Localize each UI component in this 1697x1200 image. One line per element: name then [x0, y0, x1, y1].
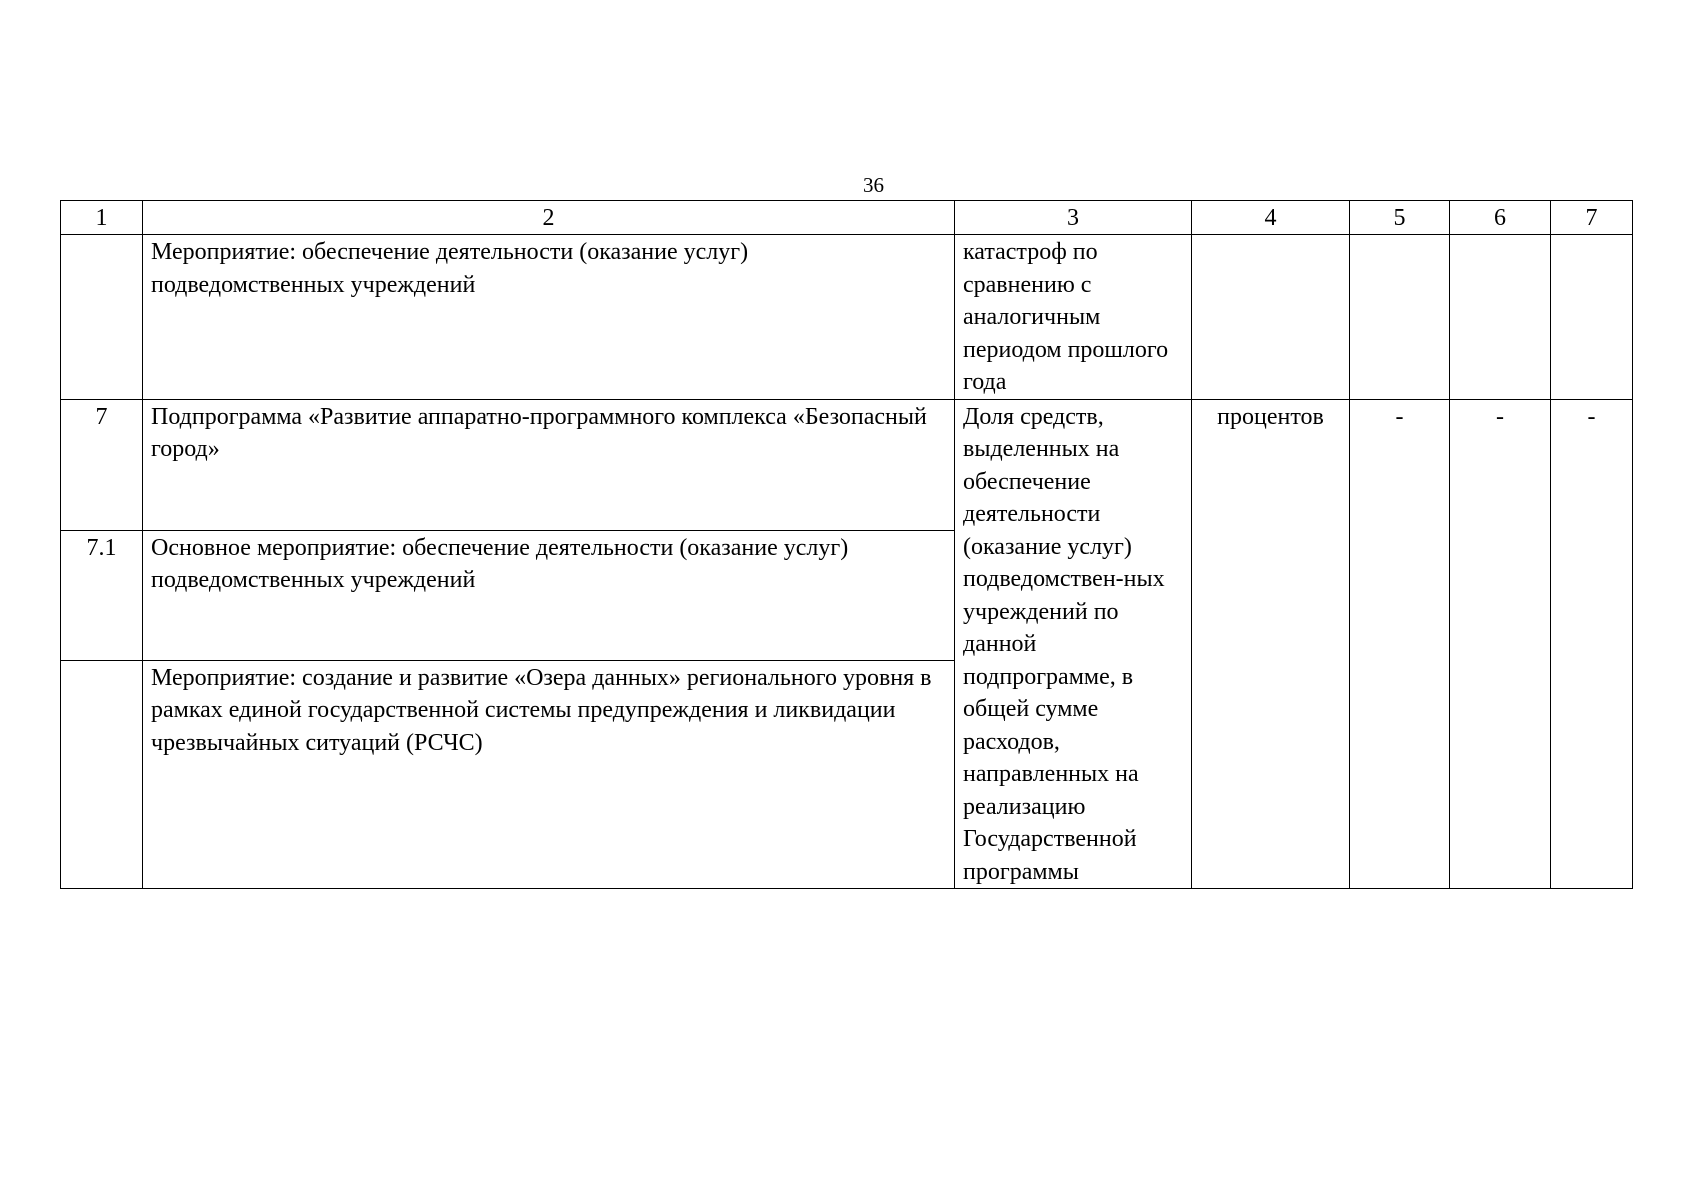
unit-cell: [1192, 235, 1350, 400]
header-cell: 4: [1192, 201, 1350, 235]
row-number-cell: [61, 660, 143, 888]
header-cell: 5: [1350, 201, 1450, 235]
row-name-cell: Мероприятие: обеспечение деятельности (оказание услуг) подведомственных учреждений: [143, 235, 955, 400]
header-cell: 7: [1551, 201, 1633, 235]
table-row: [61, 399, 1633, 530]
header-cell: 2: [143, 201, 955, 235]
row-name-cell: Подпрограмма «Развитие аппаратно-программного комплекса «Безопасный город»: [143, 399, 955, 530]
value-cell: [1551, 235, 1633, 400]
indicator-cell: Доля средств, выделенных на обеспечение деятельности (оказание услуг) подведомствен-ных учреждений по данной подпрограмме, в общей сумме расходов, направленных на реализацию Государственной программы: [955, 399, 1192, 889]
page-number: 36: [863, 173, 884, 197]
value-cell: [1450, 235, 1551, 400]
row-name-cell: Основное мероприятие: обеспечение деятельности (оказание услуг) подведомственных учреждений: [143, 530, 955, 660]
value-cell: [1350, 235, 1450, 400]
data-table: [60, 200, 1633, 889]
value-cell: -: [1450, 399, 1551, 889]
header-cell: 1: [61, 201, 143, 235]
header-cell: 3: [955, 201, 1192, 235]
row-number-cell: 7: [61, 399, 143, 530]
row-number-cell: 7.1: [61, 530, 143, 660]
row-name-cell: Мероприятие: создание и развитие «Озера данных» регионального уровня в рамках единой государственной системы предупреждения и ликвидации чрезвычайных ситуаций (РСЧС): [143, 660, 955, 888]
value-cell: -: [1350, 399, 1450, 889]
value-cell: -: [1551, 399, 1633, 889]
indicator-cell: катастроф по сравнению с аналогичным периодом прошлого года: [955, 235, 1192, 400]
unit-cell: процентов: [1192, 399, 1350, 889]
header-cell: 6: [1450, 201, 1551, 235]
table-row: [61, 235, 1633, 400]
table-header-row: [61, 201, 1633, 235]
row-number-cell: [61, 235, 143, 400]
